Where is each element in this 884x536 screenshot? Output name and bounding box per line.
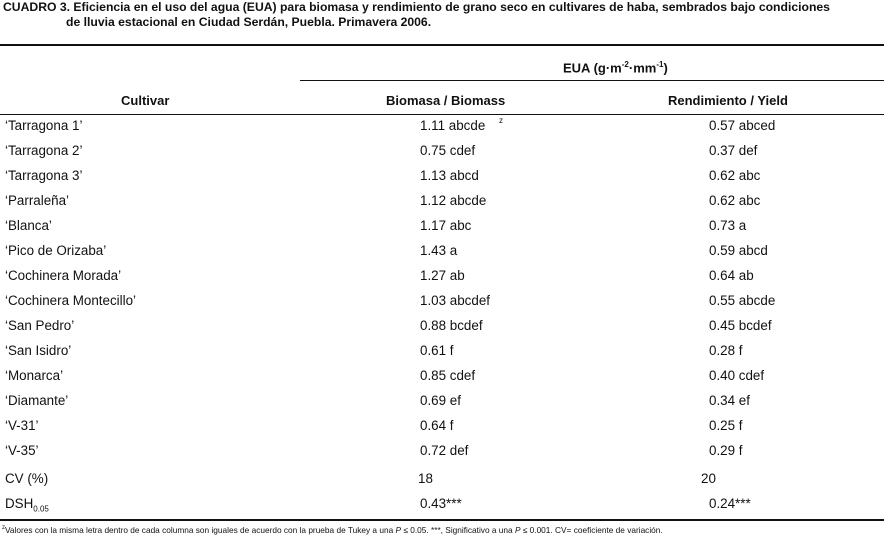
- cv-biomasa: 18: [418, 471, 433, 486]
- table-row: [0, 143, 884, 168]
- cultivar-cell: ‘San Isidro’: [5, 343, 72, 358]
- cultivar-cell: ‘V-35’: [5, 443, 39, 458]
- table-row: [0, 268, 884, 293]
- table-row: [0, 418, 884, 443]
- rendimiento-cell: 0.57 abced: [709, 118, 776, 133]
- table-row: [0, 343, 884, 368]
- biomasa-cell: 0.88 bcdef: [420, 318, 483, 333]
- rendimiento-cell: 0.40 cdef: [709, 368, 765, 383]
- table-row: [0, 168, 884, 193]
- rendimiento-cell: 0.59 abcd: [709, 243, 768, 258]
- cv-row: [0, 471, 884, 496]
- biomasa-cell: 0.75 cdef: [420, 143, 476, 158]
- biomasa-cell: 1.13 abcd: [420, 168, 479, 183]
- cultivar-cell: ‘Cochinera Montecillo’: [5, 293, 136, 308]
- biomasa-cell: 0.85 cdef: [420, 368, 476, 383]
- biomasa-cell: 1.43 a: [420, 243, 458, 258]
- column-header-rendimiento: Rendimiento / Yield: [668, 93, 788, 108]
- bottom-rule: [0, 519, 884, 521]
- table-row: [0, 393, 884, 418]
- cultivar-cell: ‘Cochinera Morada’: [5, 268, 122, 283]
- cultivar-cell: ‘Tarragona 3’: [5, 168, 83, 183]
- dsh-label: $DSH_{0.05}$: [5, 496, 49, 514]
- cultivar-cell: ‘San Pedro’: [5, 318, 75, 333]
- group-underline: [300, 80, 884, 81]
- rendimiento-cell: 0.73 a: [709, 218, 747, 233]
- table-row: [0, 118, 884, 143]
- rendimiento-cell: 0.62 abc: [709, 193, 761, 208]
- biomasa-cell: 0.69 ef: [420, 393, 461, 408]
- cv-rendimiento: 20: [701, 471, 716, 486]
- header-rule: [0, 114, 884, 115]
- cultivar-cell: ‘Monarca’: [5, 368, 64, 383]
- dsh-row: [0, 496, 884, 521]
- biomasa-cell: 0.72 def: [420, 443, 469, 458]
- table-row: [0, 193, 884, 218]
- biomasa-cell: 1.27 ab: [420, 268, 465, 283]
- cultivar-cell: ‘Diamante’: [5, 393, 69, 408]
- table-row: [0, 293, 884, 318]
- significance-superscript: z: [499, 116, 503, 125]
- table-row: [0, 243, 884, 268]
- dsh-biomasa: 0.43***: [420, 496, 462, 511]
- column-header-biomasa: Biomasa / Biomass: [386, 93, 506, 108]
- biomasa-cell: 1.11 abcde: [420, 118, 486, 133]
- table-row: [0, 318, 884, 343]
- table-caption: [3, 0, 883, 30]
- cultivar-cell: ‘V-31’: [5, 418, 39, 433]
- table-row: [0, 218, 884, 243]
- table-row: [0, 368, 884, 393]
- biomasa-cell: 1.17 abc: [420, 218, 472, 233]
- table-row: [0, 443, 884, 468]
- cultivar-cell: ‘Tarragona 2’: [5, 143, 83, 158]
- biomasa-cell: 0.61 f: [420, 343, 454, 358]
- rendimiento-cell: 0.29 f: [709, 443, 743, 458]
- biomasa-cell: 1.03 abcdef: [420, 293, 490, 308]
- cv-label: CV (%): [5, 471, 49, 486]
- column-header-cultivar: Cultivar: [121, 93, 170, 108]
- rendimiento-cell: 0.55 abcde: [709, 293, 776, 308]
- cultivar-cell: ‘Tarragona 1’: [5, 118, 83, 133]
- caption-line-2: de lluvia estacional en Ciudad Serdán, Puebla. Primavera 2006.: [66, 15, 432, 29]
- eua-group-header: EUA $(g\cdot m^{-2}\cdot mm^{-1})$: [563, 60, 668, 76]
- cultivar-cell: ‘Blanca’: [5, 218, 52, 233]
- rendimiento-cell: 0.34 ef: [709, 393, 750, 408]
- rendimiento-cell: 0.37 def: [709, 143, 758, 158]
- dsh-rendimiento: 0.24***: [709, 496, 751, 511]
- top-rule: [0, 44, 884, 46]
- rendimiento-cell: 0.28 f: [709, 343, 743, 358]
- cultivar-cell: ‘Pico de Orizaba’: [5, 243, 107, 258]
- biomasa-cell: 0.64 f: [420, 418, 454, 433]
- caption-line-1: CUADRO 3. Eficiencia en el uso del agua (EUA) para biomasa y rendimiento de grano seco en cultivares de haba, sembrados bajo condiciones: [3, 0, 830, 14]
- footnote: $^z$Valores con la misma letra dentro de cada columna son iguales de acuerdo con la prueba de Tukey a una P ≤ 0.05. ***, Significativo a una P ≤ 0.001. CV= coeficiente de variación.: [2, 525, 663, 535]
- rendimiento-cell: 0.45 bcdef: [709, 318, 772, 333]
- rendimiento-cell: 0.64 ab: [709, 268, 754, 283]
- cultivar-cell: ‘Parraleña’: [5, 193, 70, 208]
- rendimiento-cell: 0.62 abc: [709, 168, 761, 183]
- biomasa-cell: 1.12 abcde: [420, 193, 487, 208]
- rendimiento-cell: 0.25 f: [709, 418, 743, 433]
